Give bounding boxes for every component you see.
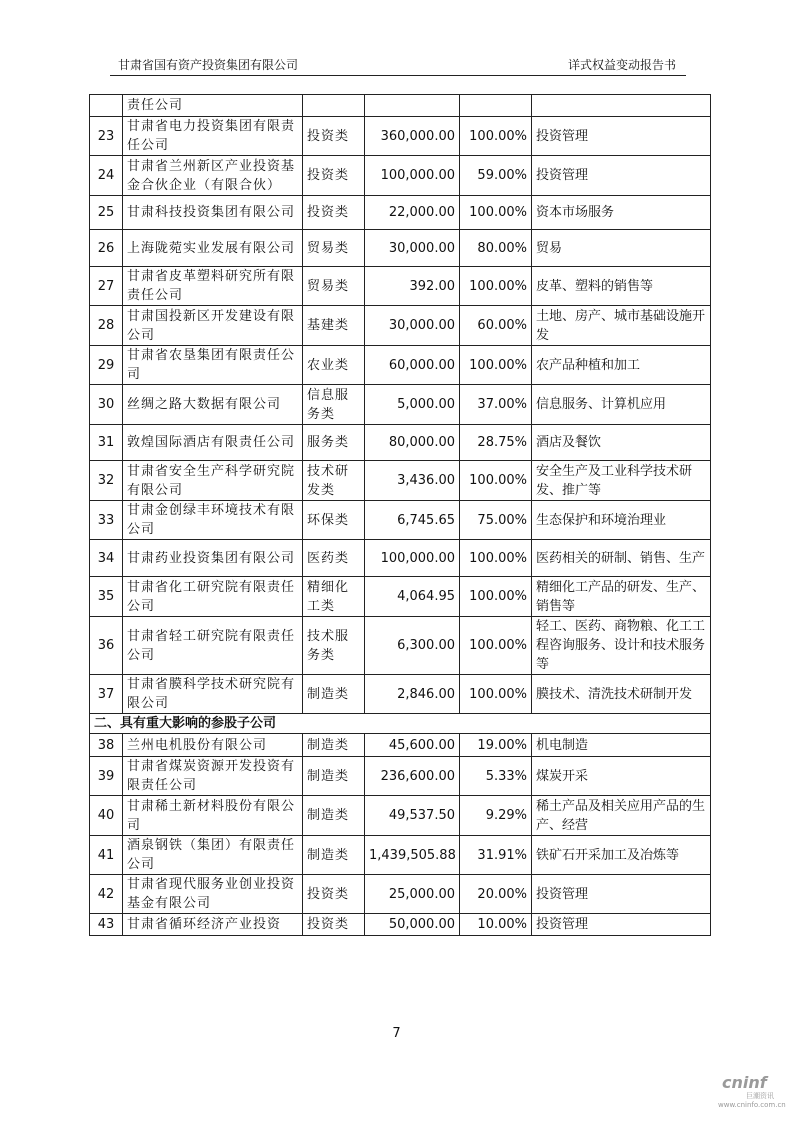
main-business: 铁矿石开采加工及冶炼等: [532, 836, 711, 875]
industry-type: 制造类: [303, 796, 365, 836]
industry-type: 投资类: [303, 875, 365, 914]
industry-type: 医药类: [303, 540, 365, 577]
industry-type: 制造类: [303, 836, 365, 875]
registered-capital: 4,064.95: [365, 577, 460, 617]
row-number: 34: [90, 540, 123, 577]
main-business: 投资管理: [532, 117, 711, 156]
table-row: [90, 117, 711, 156]
industry-type: 投资类: [303, 117, 365, 156]
registered-capital: 22,000.00: [365, 196, 460, 230]
shareholding-ratio: 10.00%: [460, 914, 532, 936]
table-row: [90, 385, 711, 425]
company-name: 甘肃省循环经济产业投资: [123, 914, 303, 936]
company-name: 甘肃省煤炭资源开发投资有限责任公司: [123, 757, 303, 796]
main-business: 煤炭开采: [532, 757, 711, 796]
company-name: 甘肃省化工研究院有限责任公司: [123, 577, 303, 617]
registered-capital: 2,846.00: [365, 675, 460, 714]
industry-type: 制造类: [303, 757, 365, 796]
industry-type: 投资类: [303, 914, 365, 936]
registered-capital: 1,439,505.88: [365, 836, 460, 875]
main-business: 机电制造: [532, 734, 711, 757]
registered-capital: 50,000.00: [365, 914, 460, 936]
shareholding-ratio: 100.00%: [460, 267, 532, 306]
registered-capital: [365, 95, 460, 117]
table-row: [90, 306, 711, 346]
industry-type: 贸易类: [303, 267, 365, 306]
company-name: 兰州电机股份有限公司: [123, 734, 303, 757]
shareholding-ratio: 75.00%: [460, 501, 532, 540]
table-row: [90, 875, 711, 914]
shareholding-ratio: 100.00%: [460, 196, 532, 230]
company-name: 甘肃省现代服务业创业投资基金有限公司: [123, 875, 303, 914]
company-name: 甘肃省兰州新区产业投资基金合伙企业（有限合伙）: [123, 156, 303, 196]
header-company: 甘肃省国有资产投资集团有限公司: [118, 58, 299, 72]
shareholding-ratio: 37.00%: [460, 385, 532, 425]
main-business: 膜技术、清洗技术研制开发: [532, 675, 711, 714]
shareholding-ratio: 100.00%: [460, 461, 532, 501]
cninf-logo: [712, 1073, 792, 1118]
row-number: 38: [90, 734, 123, 757]
company-name: 敦煌国际酒店有限责任公司: [123, 425, 303, 461]
row-number: 24: [90, 156, 123, 196]
main-business: 精细化工产品的研发、生产、销售等: [532, 577, 711, 617]
table-row: [90, 461, 711, 501]
main-business: 皮革、塑料的销售等: [532, 267, 711, 306]
table-row: [90, 267, 711, 306]
row-number: 25: [90, 196, 123, 230]
table-row: [90, 914, 711, 936]
industry-type: 技术研发类: [303, 461, 365, 501]
table-row: [90, 836, 711, 875]
main-business: 稀土产品及相关应用产品的生产、经营: [532, 796, 711, 836]
logo-url: www.cninfo.com.cn: [718, 1101, 786, 1109]
shareholding-ratio: [460, 95, 532, 117]
row-number: 37: [90, 675, 123, 714]
registered-capital: 80,000.00: [365, 425, 460, 461]
table-row: [90, 540, 711, 577]
row-number: 43: [90, 914, 123, 936]
shareholding-ratio: 19.00%: [460, 734, 532, 757]
industry-type: 服务类: [303, 425, 365, 461]
main-business: 投资管理: [532, 875, 711, 914]
main-business: 信息服务、计算机应用: [532, 385, 711, 425]
main-business: 生态保护和环境治理业: [532, 501, 711, 540]
main-business: 农产品种植和加工: [532, 346, 711, 385]
logo-brand: cninf: [722, 1073, 767, 1092]
shareholding-ratio: 31.91%: [460, 836, 532, 875]
header-doc-title: 详式权益变动报告书: [567, 58, 676, 72]
registered-capital: 6,300.00: [365, 617, 460, 675]
table-row: [90, 196, 711, 230]
table-body: [90, 95, 711, 936]
row-number: 35: [90, 577, 123, 617]
shareholding-ratio: 80.00%: [460, 230, 532, 267]
shareholding-ratio: 100.00%: [460, 346, 532, 385]
shareholding-ratio: 100.00%: [460, 675, 532, 714]
row-number: 32: [90, 461, 123, 501]
header-rule: [110, 75, 686, 76]
industry-type: 基建类: [303, 306, 365, 346]
subsidiary-table: [89, 94, 711, 936]
industry-type: 技术服务类: [303, 617, 365, 675]
table-row: [90, 425, 711, 461]
row-number: 40: [90, 796, 123, 836]
industry-type: 环保类: [303, 501, 365, 540]
company-name: 上海陇菀实业发展有限公司: [123, 230, 303, 267]
row-number: 27: [90, 267, 123, 306]
shareholding-ratio: 28.75%: [460, 425, 532, 461]
registered-capital: 392.00: [365, 267, 460, 306]
table-row: [90, 577, 711, 617]
shareholding-ratio: 100.00%: [460, 577, 532, 617]
industry-type: 投资类: [303, 196, 365, 230]
row-number: 42: [90, 875, 123, 914]
company-name: 甘肃省农垦集团有限责任公司: [123, 346, 303, 385]
company-name: 甘肃药业投资集团有限公司: [123, 540, 303, 577]
company-name: 甘肃国投新区开发建设有限公司: [123, 306, 303, 346]
industry-type: 投资类: [303, 156, 365, 196]
row-number: 26: [90, 230, 123, 267]
main-business: 投资管理: [532, 156, 711, 196]
shareholding-ratio: 20.00%: [460, 875, 532, 914]
industry-type: 信息服务类: [303, 385, 365, 425]
company-name: 甘肃省膜科学技术研究院有限公司: [123, 675, 303, 714]
section-row: [90, 714, 711, 734]
industry-type: 精细化工类: [303, 577, 365, 617]
table-row: [90, 796, 711, 836]
registered-capital: 360,000.00: [365, 117, 460, 156]
table-row: [90, 617, 711, 675]
row-number: 31: [90, 425, 123, 461]
company-name: 责任公司: [123, 95, 303, 117]
row-number: 41: [90, 836, 123, 875]
row-number: 39: [90, 757, 123, 796]
main-business: 医药相关的研制、销售、生产: [532, 540, 711, 577]
table-row: [90, 156, 711, 196]
industry-type: 制造类: [303, 734, 365, 757]
logo-cn: 巨潮资讯: [746, 1092, 774, 1100]
registered-capital: 30,000.00: [365, 230, 460, 267]
main-business: 投资管理: [532, 914, 711, 936]
table-row: [90, 346, 711, 385]
table-row: [90, 757, 711, 796]
row-number: 23: [90, 117, 123, 156]
page-number: 7: [392, 1026, 401, 1041]
shareholding-ratio: 100.00%: [460, 540, 532, 577]
shareholding-ratio: 100.00%: [460, 617, 532, 675]
main-business: 安全生产及工业科学技术研发、推广等: [532, 461, 711, 501]
registered-capital: 30,000.00: [365, 306, 460, 346]
table-row: [90, 95, 711, 117]
row-number: [90, 95, 123, 117]
company-name: 酒泉钢铁（集团）有限责任公司: [123, 836, 303, 875]
table-row: [90, 230, 711, 267]
registered-capital: 49,537.50: [365, 796, 460, 836]
main-business: 土地、房产、城市基础设施开发: [532, 306, 711, 346]
company-name: 甘肃省皮革塑料研究所有限责任公司: [123, 267, 303, 306]
table-row: [90, 675, 711, 714]
company-name: 甘肃省轻工研究院有限责任公司: [123, 617, 303, 675]
main-business: [532, 95, 711, 117]
company-name: 甘肃金创绿丰环境技术有限公司: [123, 501, 303, 540]
registered-capital: 100,000.00: [365, 540, 460, 577]
row-number: 30: [90, 385, 123, 425]
shareholding-ratio: 9.29%: [460, 796, 532, 836]
company-name: 甘肃稀土新材料股份有限公司: [123, 796, 303, 836]
row-number: 36: [90, 617, 123, 675]
registered-capital: 236,600.00: [365, 757, 460, 796]
industry-type: 贸易类: [303, 230, 365, 267]
industry-type: 农业类: [303, 346, 365, 385]
registered-capital: 45,600.00: [365, 734, 460, 757]
page-header: [110, 52, 686, 76]
registered-capital: 6,745.65: [365, 501, 460, 540]
industry-type: [303, 95, 365, 117]
main-business: 酒店及餐饮: [532, 425, 711, 461]
company-name: 甘肃省安全生产科学研究院有限公司: [123, 461, 303, 501]
registered-capital: 25,000.00: [365, 875, 460, 914]
shareholding-ratio: 5.33%: [460, 757, 532, 796]
table-row: [90, 501, 711, 540]
company-name: 丝绸之路大数据有限公司: [123, 385, 303, 425]
shareholding-ratio: 59.00%: [460, 156, 532, 196]
registered-capital: 5,000.00: [365, 385, 460, 425]
company-name: 甘肃省电力投资集团有限责任公司: [123, 117, 303, 156]
registered-capital: 60,000.00: [365, 346, 460, 385]
shareholding-ratio: 100.00%: [460, 117, 532, 156]
shareholding-ratio: 60.00%: [460, 306, 532, 346]
registered-capital: 3,436.00: [365, 461, 460, 501]
main-business: 轻工、医药、商物粮、化工工程咨询服务、设计和技术服务等: [532, 617, 711, 675]
row-number: 33: [90, 501, 123, 540]
company-name: 甘肃科技投资集团有限公司: [123, 196, 303, 230]
row-number: 29: [90, 346, 123, 385]
industry-type: 制造类: [303, 675, 365, 714]
main-business: 贸易: [532, 230, 711, 267]
section-title: 二、具有重大影响的参股子公司: [90, 714, 711, 734]
row-number: 28: [90, 306, 123, 346]
table-row: [90, 734, 711, 757]
registered-capital: 100,000.00: [365, 156, 460, 196]
main-business: 资本市场服务: [532, 196, 711, 230]
